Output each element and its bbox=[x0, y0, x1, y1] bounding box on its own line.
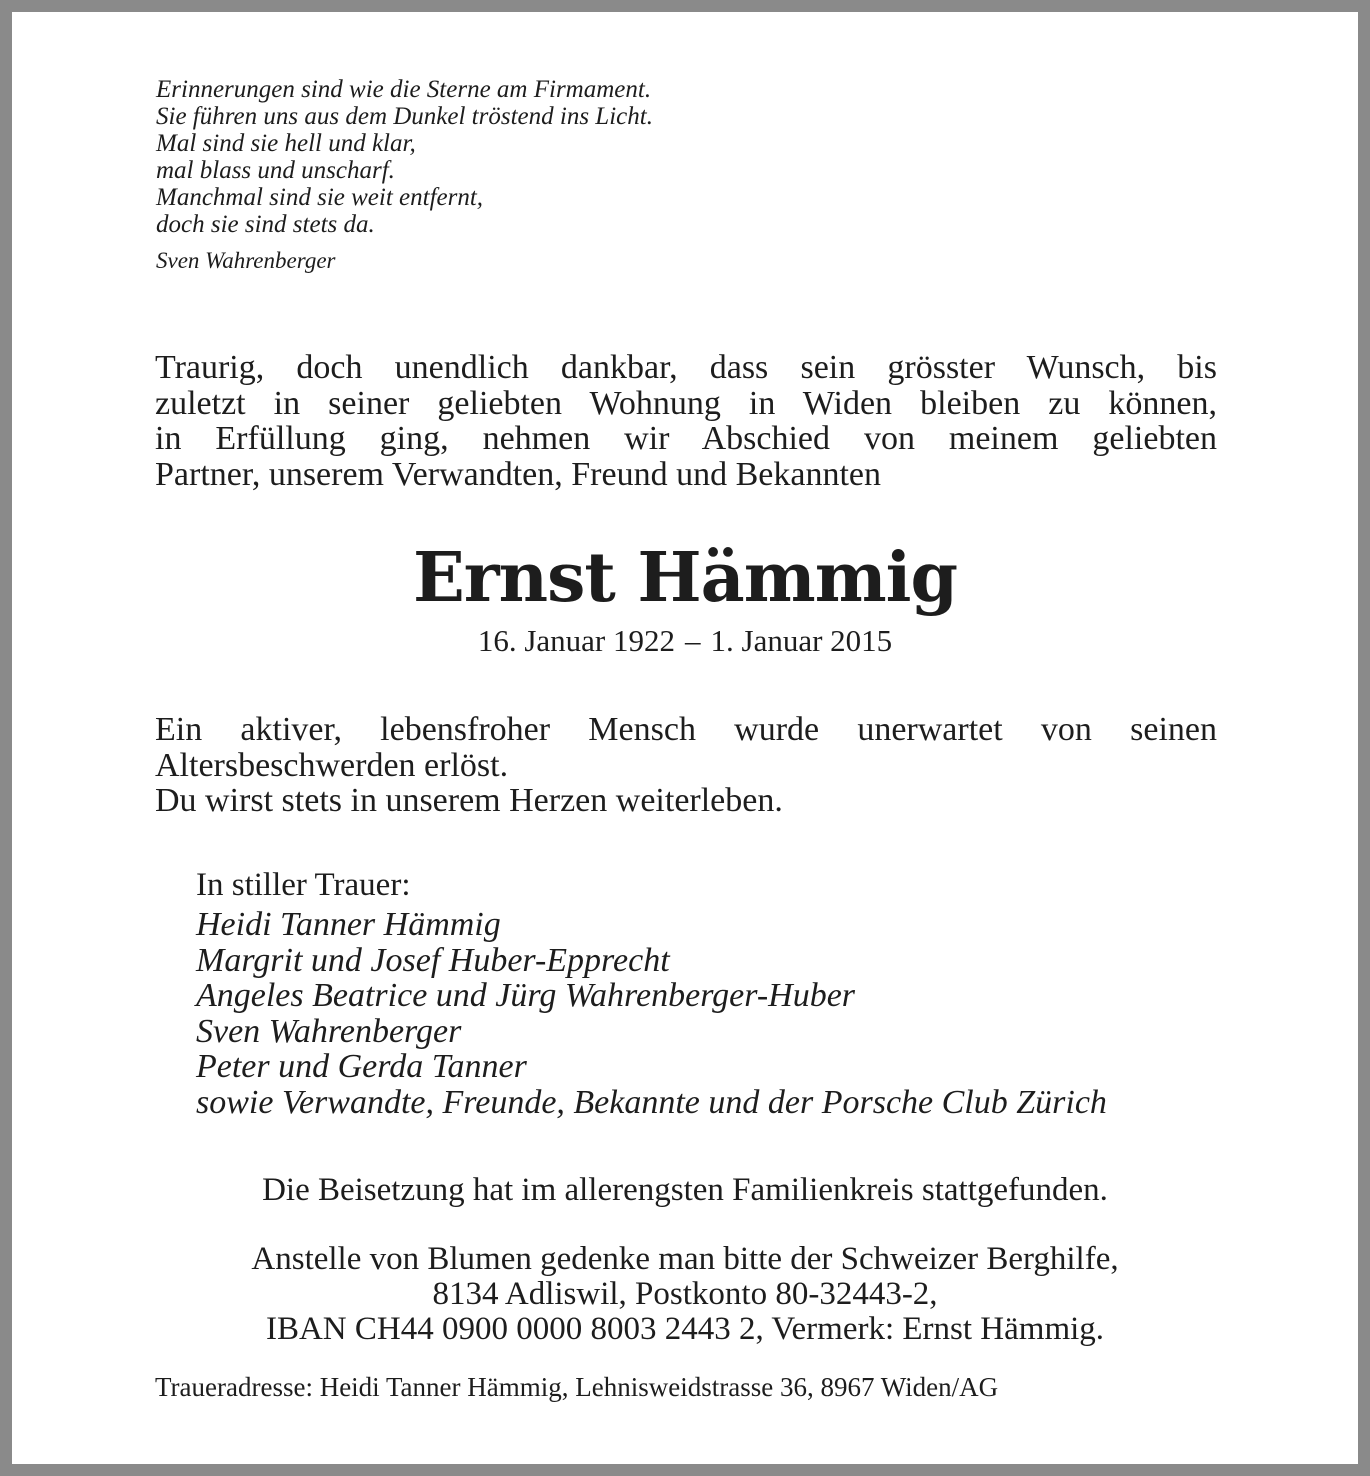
obituary-page bbox=[12, 12, 1358, 1464]
tribute-paragraph bbox=[155, 712, 1217, 819]
tribute-line: Altersbeschwerden erlöst. bbox=[155, 746, 509, 784]
mourners-label: In stiller Trauer: bbox=[196, 867, 411, 903]
poem bbox=[156, 76, 653, 238]
poem-line: Manchmal sind sie weit entfernt, bbox=[156, 184, 484, 211]
poem-line: Mal sind sie hell und klar, bbox=[156, 130, 416, 157]
mourner-name: Angeles Beatrice und Jürg Wahrenberger-Huber bbox=[196, 977, 856, 1014]
donation-line: 8134 Adliswil, Postkonto 80-32443-2, bbox=[432, 1276, 938, 1312]
mourners-list bbox=[196, 907, 1107, 1120]
mourner-name: sowie Verwandte, Freunde, Bekannte und der Porsche Club Zürich bbox=[196, 1083, 1107, 1121]
mourner-name: Peter und Gerda Tanner bbox=[196, 1048, 527, 1085]
deceased-name: Ernst Hämmig bbox=[412, 538, 958, 618]
poem-line: doch sie sind stets da. bbox=[156, 211, 375, 238]
intro-line: Partner, unserem Verwandten, Freund und Bekannten bbox=[155, 455, 881, 493]
mourning-address: Traueradresse: Heidi Tanner Hämmig, Lehnisweidstrasse 36, 8967 Widen/AG bbox=[155, 1372, 999, 1402]
poem-author: Sven Wahrenberger bbox=[156, 248, 336, 273]
death-date: 1. Januar 2015 bbox=[710, 623, 893, 658]
intro-line: Traurig, doch unendlich dankbar, dass sein grösster Wunsch, bis bbox=[155, 349, 1217, 386]
intro-paragraph bbox=[155, 350, 1217, 492]
life-dates bbox=[12, 623, 1358, 659]
intro-line: in Erfüllung ging, nehmen wir Abschied von meinem geliebten bbox=[155, 420, 1217, 457]
mourner-name: Sven Wahrenberger bbox=[196, 1012, 462, 1050]
mourner-name: Heidi Tanner Hämmig bbox=[196, 906, 501, 943]
intro-line: zuletzt in seiner geliebten Wohnung in Widen bleiben zu können, bbox=[155, 384, 1217, 422]
poem-line: Erinnerungen sind wie die Sterne am Firmament. bbox=[156, 76, 652, 103]
tribute-line: Ein aktiver, lebensfroher Mensch wurde unerwartet von seinen bbox=[155, 711, 1217, 748]
date-separator: – bbox=[685, 623, 701, 658]
mourner-name: Margrit und Josef Huber-Epprecht bbox=[196, 941, 670, 979]
poem-line: Sie führen uns aus dem Dunkel tröstend ins Licht. bbox=[156, 103, 653, 130]
tribute-line: Du wirst stets in unserem Herzen weiterleben. bbox=[155, 782, 783, 819]
poem-line: mal blass und unscharf. bbox=[156, 157, 395, 184]
burial-notice: Die Beisetzung hat im allerengsten Familienkreis stattgefunden. bbox=[262, 1172, 1108, 1208]
birth-date: 16. Januar 1922 bbox=[477, 623, 675, 658]
donation-notice bbox=[12, 1242, 1358, 1347]
donation-line: IBAN CH44 0900 0000 8003 2443 2, Vermerk: Ernst Hämmig. bbox=[265, 1311, 1105, 1347]
donation-line: Anstelle von Blumen gedenke man bitte der Schweizer Berghilfe, bbox=[251, 1241, 1119, 1277]
